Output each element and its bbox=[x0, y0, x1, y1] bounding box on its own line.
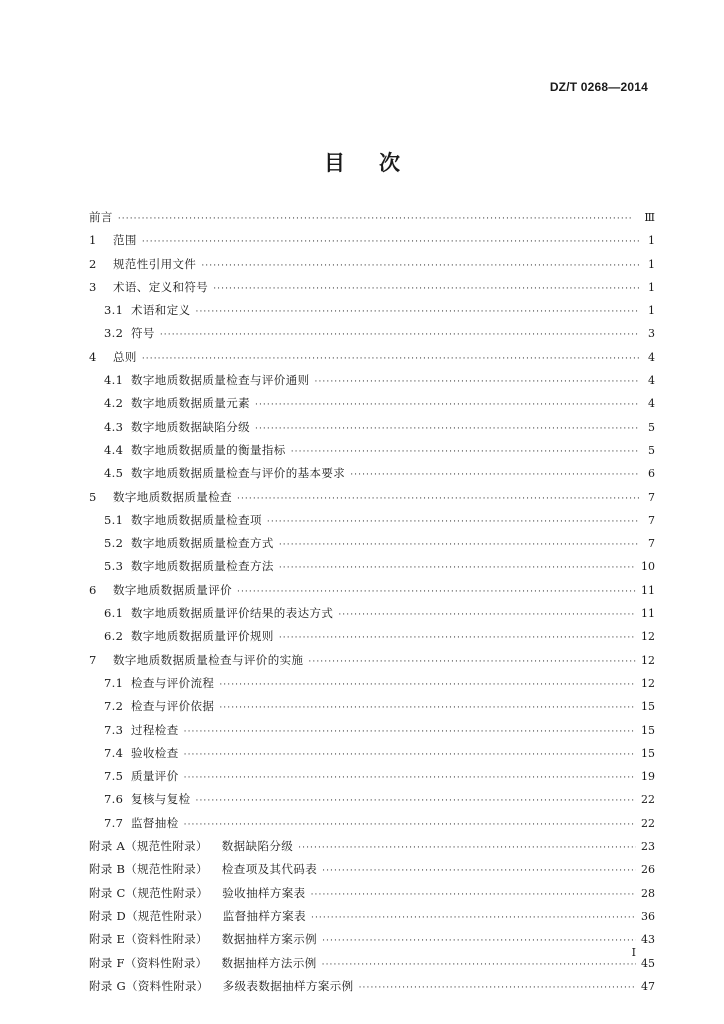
toc-leader-dots bbox=[184, 767, 636, 790]
toc-entry-label: 监督抽样方案表 bbox=[222, 908, 306, 923]
toc-entry-page: 5 bbox=[648, 420, 655, 434]
toc-leader-dots bbox=[184, 814, 636, 837]
toc-entry-label: 数据抽样方案示例 bbox=[221, 932, 318, 947]
toc-entry-page: 11 bbox=[641, 583, 655, 597]
toc-entry[interactable] bbox=[89, 928, 655, 951]
toc-entry[interactable] bbox=[89, 322, 655, 345]
toc-leader-dots bbox=[279, 627, 636, 650]
toc-leader-dots bbox=[213, 278, 640, 301]
toc-entry-label: 数字地质数据质量评价结果的表达方式 bbox=[131, 606, 334, 621]
toc-entry-page: 4 bbox=[648, 397, 655, 411]
toc-leader-dots bbox=[267, 511, 640, 534]
toc-entry[interactable] bbox=[89, 486, 655, 509]
toc-entry[interactable] bbox=[89, 835, 655, 858]
toc-entry-page: 7 bbox=[648, 490, 655, 504]
toc-leader-dots bbox=[291, 441, 640, 464]
toc-entry-page: 3 bbox=[648, 327, 655, 341]
toc-entry[interactable] bbox=[89, 742, 655, 765]
toc-entry-page: 47 bbox=[641, 979, 655, 993]
toc-entry-page: 15 bbox=[641, 700, 655, 714]
toc-entry-label: 数字地质数据质量评价 bbox=[113, 582, 232, 597]
toc-entry-number: 1 bbox=[89, 233, 97, 248]
toc-entry[interactable] bbox=[89, 416, 655, 439]
toc-leader-dots bbox=[338, 604, 636, 627]
toc-entry[interactable] bbox=[89, 299, 655, 322]
toc-entry-page: 6 bbox=[648, 467, 655, 481]
toc-entry-label: 数字地质数据质量检查与评价的基本要求 bbox=[131, 466, 346, 481]
toc-entry-page: 22 bbox=[641, 793, 655, 807]
toc-entry[interactable] bbox=[89, 555, 655, 578]
toc-entry-number: 7.6 bbox=[104, 792, 124, 807]
toc-leader-dots bbox=[237, 581, 636, 604]
toc-entry[interactable] bbox=[89, 229, 655, 252]
toc-leader-dots bbox=[279, 534, 640, 557]
toc-entry[interactable] bbox=[89, 882, 655, 905]
toc-entry-number: 3.2 bbox=[104, 326, 124, 341]
toc-entry-label: 前言 bbox=[89, 210, 113, 224]
toc-entry-label: 质量评价 bbox=[131, 769, 179, 784]
toc-entry-number: 5 bbox=[89, 489, 97, 504]
standard-code: DZ/T 0268—2014 bbox=[549, 80, 648, 94]
toc-entry-label: 数字地质数据质量检查 bbox=[113, 489, 232, 504]
toc-entry-page: 12 bbox=[641, 630, 655, 644]
toc-leader-dots bbox=[184, 744, 636, 767]
toc-entry-number: 4.2 bbox=[104, 396, 124, 411]
toc-entry-label: 数字地质数据质量检查与评价通则 bbox=[131, 373, 310, 388]
toc-entry-page: 1 bbox=[648, 304, 655, 318]
toc-entry[interactable] bbox=[89, 392, 655, 415]
toc-entry-label: 检查项及其代码表 bbox=[221, 862, 318, 877]
toc-entry-page: 19 bbox=[641, 770, 655, 784]
toc-entry-page: 5 bbox=[648, 443, 655, 457]
toc-entry-number: 7.5 bbox=[104, 769, 124, 784]
toc-entry-number: 4.5 bbox=[104, 466, 124, 481]
toc-entry-number: 7.1 bbox=[104, 675, 124, 690]
toc-entry-page: 12 bbox=[641, 653, 655, 667]
toc-entry[interactable] bbox=[89, 625, 655, 648]
toc-entry[interactable] bbox=[89, 369, 655, 392]
toc-entry[interactable] bbox=[89, 346, 655, 369]
toc-leader-dots bbox=[359, 977, 636, 1000]
toc-leader-dots bbox=[196, 301, 641, 324]
toc-entry[interactable] bbox=[89, 695, 655, 718]
toc-leader-dots bbox=[219, 674, 636, 697]
toc-entry[interactable] bbox=[89, 858, 655, 881]
toc-entry-number: 4 bbox=[89, 349, 97, 364]
toc-entry-number: 6 bbox=[89, 582, 97, 597]
toc-leader-dots bbox=[315, 371, 641, 394]
toc-entry-number: 附录 A（规范性附录） bbox=[89, 839, 208, 854]
toc-entry-label: 规范性引用文件 bbox=[113, 256, 197, 271]
toc-entry-number: 附录 F（资料性附录） bbox=[89, 955, 208, 970]
toc-entry-number: 2 bbox=[89, 256, 97, 271]
toc-entry-label: 范围 bbox=[113, 233, 137, 248]
toc-entry[interactable] bbox=[89, 253, 655, 276]
toc-entry-number: 4.1 bbox=[104, 373, 124, 388]
toc-entry[interactable] bbox=[89, 765, 655, 788]
toc-entry-number: 3.1 bbox=[104, 303, 124, 318]
toc-entry-label: 验收检查 bbox=[131, 745, 179, 760]
toc-leader-dots bbox=[237, 488, 640, 511]
toc-entry-page: 7 bbox=[648, 513, 655, 527]
toc-entry-page: 1 bbox=[648, 257, 655, 271]
toc-leader-dots bbox=[160, 324, 640, 347]
toc-entry-label: 验收抽样方案表 bbox=[222, 885, 306, 900]
toc-entry-page: 15 bbox=[641, 746, 655, 760]
toc-entry-number: 7.4 bbox=[104, 745, 124, 760]
toc-entry-label: 数字地质数据质量的衡量指标 bbox=[131, 442, 286, 457]
toc-entry-number: 5.3 bbox=[104, 559, 124, 574]
toc-leader-dots bbox=[196, 790, 637, 813]
toc-entry-label: 数字地质数据质量元素 bbox=[131, 396, 250, 411]
toc-entry-number: 7.7 bbox=[104, 815, 124, 830]
toc-entry-label: 过程检查 bbox=[131, 722, 179, 737]
toc-leader-dots bbox=[350, 464, 640, 487]
toc-entry-number: 7 bbox=[89, 652, 97, 667]
toc-leader-dots bbox=[118, 208, 640, 231]
toc-entry-number: 7.3 bbox=[104, 722, 124, 737]
toc-leader-dots bbox=[322, 954, 636, 977]
toc-entry-page: Ⅲ bbox=[644, 211, 655, 224]
toc-leader-dots bbox=[219, 697, 636, 720]
toc-entry-label: 复核与复检 bbox=[131, 792, 191, 807]
toc-leader-dots bbox=[308, 651, 636, 674]
toc-entry[interactable] bbox=[89, 672, 655, 695]
toc-entry-page: 7 bbox=[648, 537, 655, 551]
toc-entry-number: 6.1 bbox=[104, 606, 124, 621]
toc-entry-page: 10 bbox=[641, 560, 655, 574]
toc-entry-label: 多级表数据抽样方案示例 bbox=[222, 978, 354, 993]
toc-entry-number: 4.4 bbox=[104, 442, 124, 457]
toc-entry-number: 附录 D（规范性附录） bbox=[89, 908, 209, 923]
toc-entry[interactable] bbox=[89, 532, 655, 555]
toc-entry-number: 附录 C（规范性附录） bbox=[89, 885, 209, 900]
toc-entry-number: 附录 E（资料性附录） bbox=[89, 932, 208, 947]
toc-leader-dots bbox=[311, 907, 636, 930]
toc-leader-dots bbox=[311, 884, 636, 907]
toc-entry-page: 28 bbox=[641, 886, 655, 900]
toc-entry-number: 4.3 bbox=[104, 419, 124, 434]
toc-entry-label: 数字地质数据质量检查项 bbox=[131, 512, 262, 527]
toc-entry-label: 数据抽样方法示例 bbox=[221, 955, 317, 970]
page-title: 目次 bbox=[324, 151, 434, 175]
toc-entry-page: 43 bbox=[641, 933, 655, 947]
toc-entry[interactable] bbox=[89, 602, 655, 625]
toc-entry[interactable] bbox=[89, 509, 655, 532]
toc-entry-label: 总则 bbox=[113, 349, 137, 364]
toc-entry-page: 1 bbox=[648, 280, 655, 294]
toc-entry-label: 监督抽检 bbox=[131, 815, 179, 830]
toc-leader-dots bbox=[322, 860, 636, 883]
toc-leader-dots bbox=[298, 837, 636, 860]
toc-entry-number: 5.1 bbox=[104, 512, 124, 527]
toc-entry-page: 45 bbox=[641, 956, 655, 970]
toc-entry[interactable] bbox=[89, 276, 655, 299]
toc-entry-label: 数字地质数据缺陷分级 bbox=[131, 419, 250, 434]
toc-entry-label: 数据缺陷分级 bbox=[221, 839, 294, 854]
toc-entry-page: 23 bbox=[641, 840, 655, 854]
toc-entry-page: 22 bbox=[641, 816, 655, 830]
toc-entry-label: 检查与评价依据 bbox=[131, 699, 215, 714]
toc-entry-page: 36 bbox=[641, 909, 655, 923]
table-of-contents bbox=[89, 206, 655, 998]
toc-entry[interactable] bbox=[89, 975, 655, 998]
toc-leader-dots bbox=[142, 231, 640, 254]
toc-entry[interactable] bbox=[89, 462, 655, 485]
toc-entry[interactable] bbox=[89, 579, 655, 602]
toc-leader-dots bbox=[279, 557, 636, 580]
toc-leader-dots bbox=[322, 930, 636, 953]
toc-entry-label: 数字地质数据质量检查与评价的实施 bbox=[113, 652, 304, 667]
toc-entry[interactable] bbox=[89, 719, 655, 742]
toc-entry[interactable] bbox=[89, 439, 655, 462]
toc-entry[interactable] bbox=[89, 952, 655, 975]
toc-entry-page: 26 bbox=[641, 863, 655, 877]
toc-entry[interactable] bbox=[89, 905, 655, 928]
toc-entry-label: 检查与评价流程 bbox=[131, 675, 215, 690]
page-number: I bbox=[631, 946, 636, 959]
toc-entry-label: 数字地质数据质量检查方式 bbox=[131, 536, 274, 551]
toc-entry-number: 5.2 bbox=[104, 536, 124, 551]
toc-entry-page: 4 bbox=[648, 374, 655, 388]
toc-leader-dots bbox=[255, 418, 640, 441]
toc-entry[interactable] bbox=[89, 812, 655, 835]
toc-leader-dots bbox=[184, 721, 636, 744]
toc-entry-page: 4 bbox=[648, 350, 655, 364]
toc-entry-label: 术语和定义 bbox=[131, 303, 191, 318]
toc-entry-page: 11 bbox=[641, 607, 655, 621]
toc-entry-number: 附录 G（资料性附录） bbox=[89, 978, 209, 993]
toc-entry-number: 7.2 bbox=[104, 699, 124, 714]
toc-entry-number: 6.2 bbox=[104, 629, 124, 644]
toc-leader-dots bbox=[201, 255, 640, 278]
toc-entry-number: 3 bbox=[89, 279, 97, 294]
toc-entry-label: 符号 bbox=[131, 326, 155, 341]
toc-entry[interactable] bbox=[89, 206, 655, 229]
toc-entry-label: 术语、定义和符号 bbox=[113, 279, 209, 294]
toc-leader-dots bbox=[255, 394, 640, 417]
toc-entry-page: 1 bbox=[648, 234, 655, 248]
toc-entry-number: 附录 B（规范性附录） bbox=[89, 862, 208, 877]
toc-entry-page: 12 bbox=[641, 676, 655, 690]
toc-entry-label: 数字地质数据质量检查方法 bbox=[131, 559, 274, 574]
toc-entry-page: 15 bbox=[641, 723, 655, 737]
toc-entry-label: 数字地质数据质量评价规则 bbox=[131, 629, 274, 644]
toc-leader-dots bbox=[142, 348, 640, 371]
toc-entry[interactable] bbox=[89, 788, 655, 811]
toc-entry[interactable] bbox=[89, 649, 655, 672]
